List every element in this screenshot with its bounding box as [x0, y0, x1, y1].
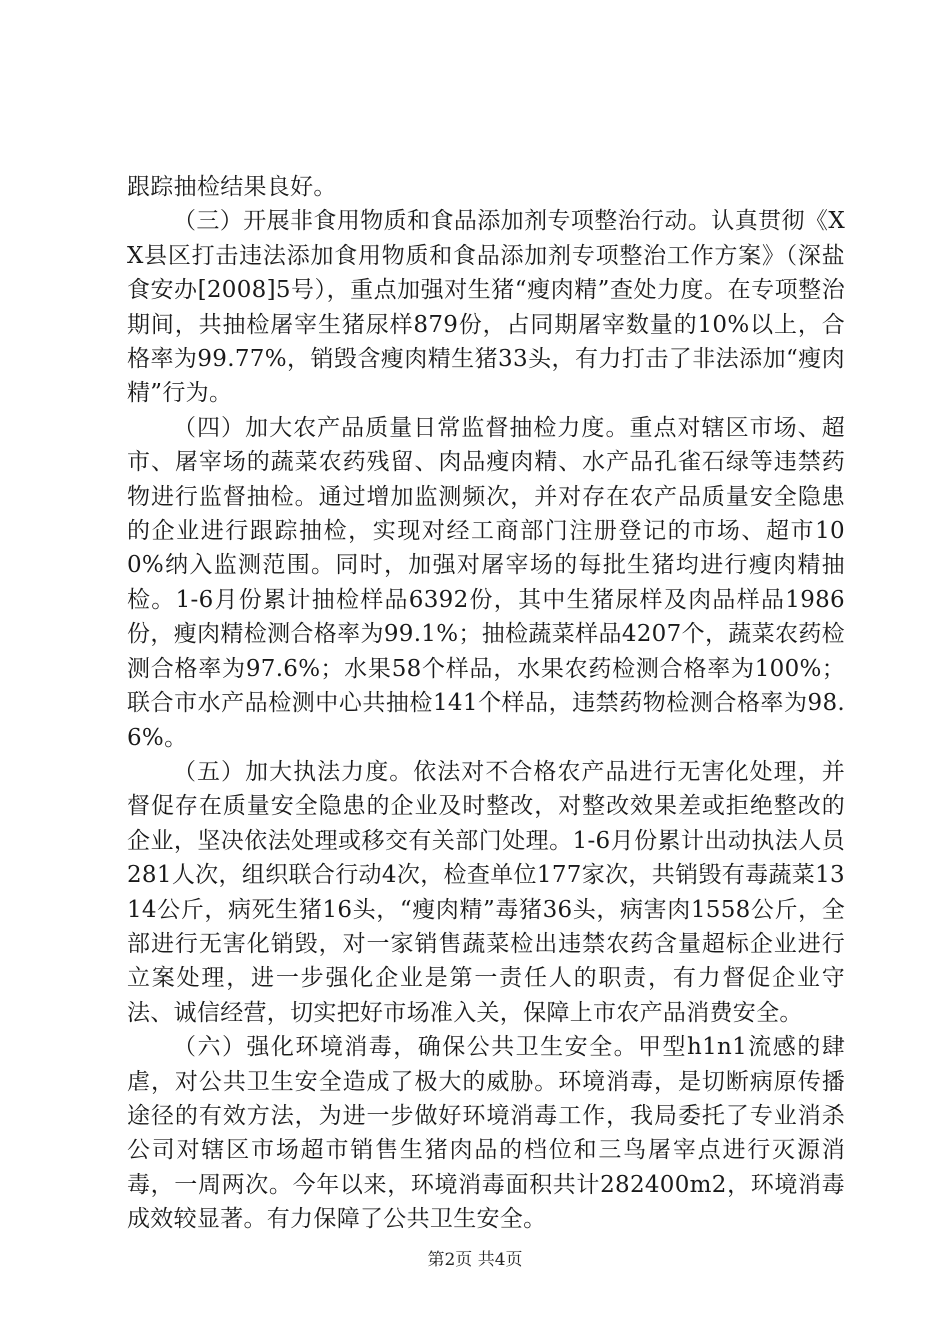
paragraph-section-3: （三）开展非食用物质和食品添加剂专项整治行动。认真贯彻《XX县区打击违法添加食用物质和食品添加剂专项整治工作方案》（深盐食安办[2008]5号），重点加强对生猪“瘦肉精”查处力度。在专项整治期间，共抽检屠宰生猪尿样879份，占同期屠宰数量的10%以上，合格率为99.77%，销毁含瘦肉精生猪33头，有力打击了非法添加“瘦肉精”行为。 [127, 208, 845, 407]
page-footer: 第2页 共4页 [427, 1250, 523, 1270]
paragraph-section-5: （五）加大执法力度。依法对不合格农产品进行无害化处理，并督促存在质量安全隐患的企业及时整改，对整改效果差或拒绝整改的企业，坚决依法处理或移交有关部门处理。1-6月份累计出动执法人员281人次，组织联合行动4次，检查单位177家次，共销毁有毒蔬菜1314公斤，病死生猪16头，“瘦肉精”毒猪36头，病害肉1558公斤，全部进行无害化销毁，对一家销售蔬菜检出违禁农药含量超标企业进行立案处理，进一步强化企业是第一责任人的职责，有力督促企业守法、诚信经营，切实把好市场准入关，保障上市农产品消费安全。 [127, 758, 845, 1026]
paragraph-section-4: （四）加大农产品质量日常监督抽检力度。重点对辖区市场、超市、屠宰场的蔬菜农药残留、肉品瘦肉精、水产品孔雀石绿等违禁药物进行监督抽检。通过增加监测频次，并对存在农产品质量安全隐患的企业进行跟踪抽检，实现对经工商部门注册登记的市场、超市100%纳入监测范围。同时，加强对屠宰场的每批生猪均进行瘦肉精抽检。1-6月份累计抽检样品6392份，其中生猪尿样及肉品样品1986份，瘦肉精检测合格率为99.1%；抽检蔬菜样品4207个，蔬菜农药检测合格率为97.6%；水果58个样品，水果农药检测合格率为100%；联合市水产品检测中心共抽检141个样品，违禁药物检测合格率为98.6%。 [127, 414, 845, 751]
paragraph-continuation: 跟踪抽检结果良好。 [127, 174, 337, 200]
paragraph-section-6: （六）强化环境消毒，确保公共卫生安全。甲型h1n1流感的肆虐，对公共卫生安全造成了极大的威胁。环境消毒，是切断病原传播途径的有效方法，为进一步做好环境消毒工作，我局委托了专业消杀公司对辖区市场超市销售生猪肉品的档位和三鸟屠宰点进行灭源消毒，一周两次。今年以来，环境消毒面积共计282400m2，环境消毒成效较显著。有力保障了公共卫生安全。 [127, 1034, 845, 1233]
document-body [127, 170, 845, 1237]
